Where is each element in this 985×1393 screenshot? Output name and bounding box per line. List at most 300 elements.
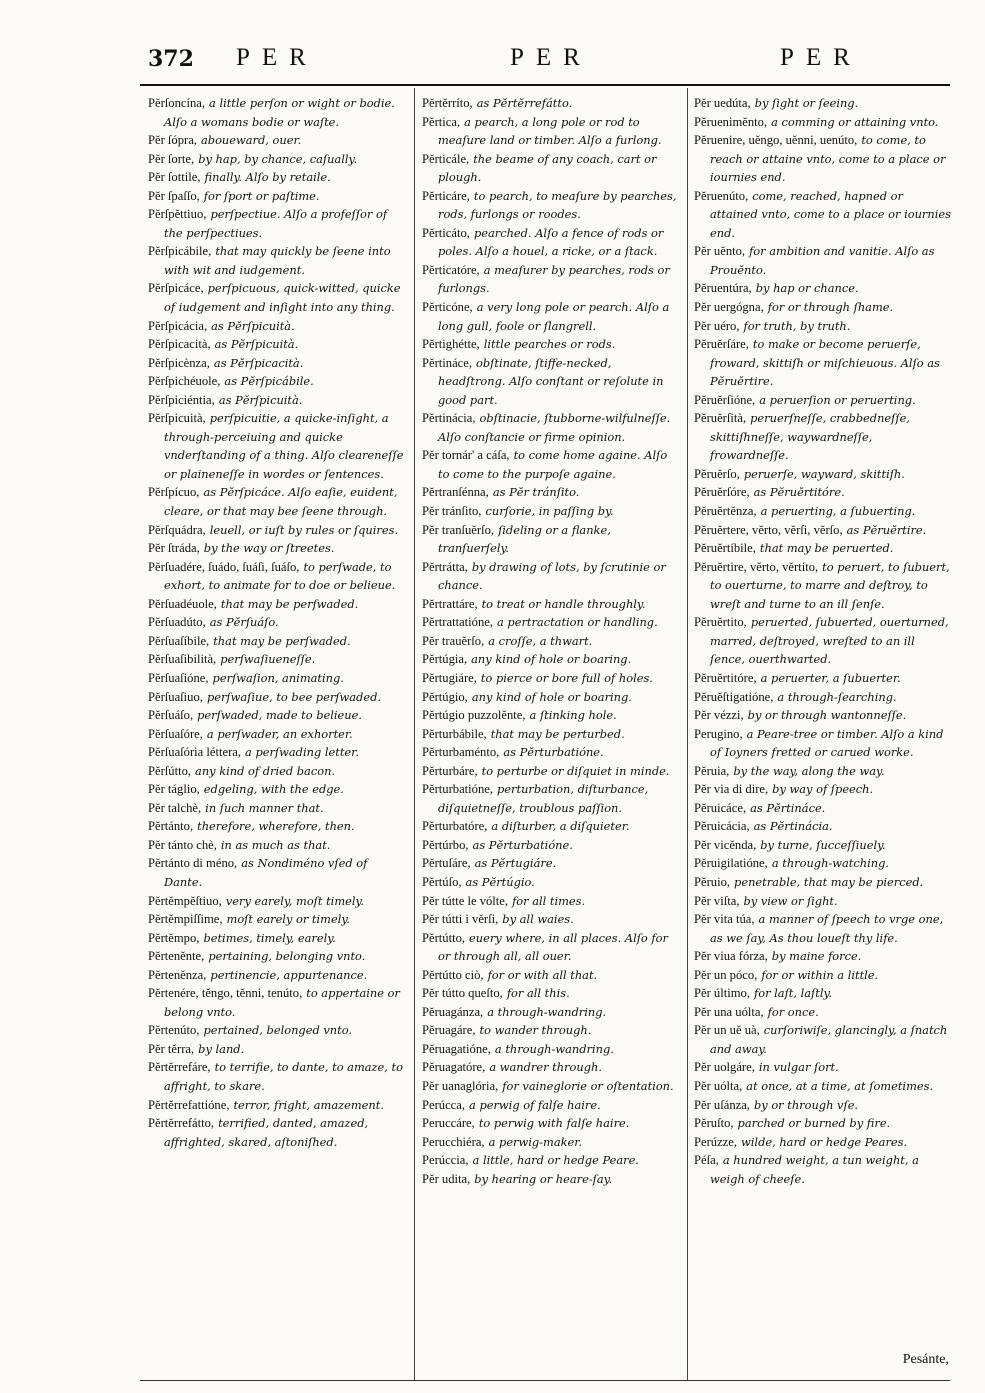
dictionary-entry [694,1021,952,1058]
entry-definition: by way of ſpeech. [772,782,874,797]
entry-headword: Pĕruĕrtere, vĕrto, vĕrſi, vĕrſo, [694,522,843,537]
entry-headword: Pĕrtenúto, [148,1023,200,1038]
entry-headword: Perúzze, [694,1134,738,1149]
entry-definition: by drawing of lots, by ſcrutinie or chance. [438,559,666,593]
page-number: 372 [148,46,194,72]
entry-headword: Pĕr tútti i vĕrſi, [422,912,499,927]
entry-headword: Pĕrſpícuo, [148,485,200,500]
entry-definition: betimes, timely, earely. [203,930,336,945]
entry-headword: Pĕrſquádra, [148,522,206,537]
entry-headword: Pĕruigilatióne, [694,856,768,871]
dictionary-entry [148,632,406,651]
entry-definition: a peruerting, a ſubuerting. [760,504,916,519]
entry-headword: Pĕrtenére, tĕngo, tĕnni, tenúto, [148,986,303,1001]
dictionary-column-3 [694,94,952,1379]
entry-headword: Pĕrticále, [422,151,470,166]
dictionary-entry [422,521,680,558]
entry-definition: for truth, by truth. [743,318,851,333]
entry-definition: by the way or ſtreetes. [203,541,335,556]
entry-headword: Pĕrtighétte, [422,337,480,352]
entry-headword: Pĕruia, [694,763,730,778]
entry-definition: perſwaded, made to belieue. [197,708,362,723]
entry-definition: a through-wandring. [487,1004,607,1019]
dictionary-entry [422,1096,680,1115]
entry-definition: for all times. [512,893,586,908]
dictionary-entry [422,650,680,669]
entry-definition: by land. [198,1041,245,1056]
entry-headword: Perugino, [694,726,743,741]
entry-definition: for or through ſhame. [767,300,894,315]
entry-headword: Pĕrtica, [422,114,461,129]
entry-headword: Pĕruĕrtitóre, [694,670,757,685]
entry-headword: Pĕruicáce, [694,800,747,815]
dictionary-column-2 [422,94,680,1379]
entry-definition: as Pĕrtugiáre. [474,856,557,871]
entry-headword: Pĕrſuaſibilità, [148,652,217,667]
dictionary-entry [148,854,406,891]
dictionary-entry [422,725,680,744]
entry-definition: as Pĕrtúgio. [465,874,535,889]
entry-headword: Pĕrſuaſiuo, [148,689,203,704]
entry-definition: a Peare-tree or timber. Alſo a kind of Ioyners fretted or carued worke. [710,726,944,760]
dictionary-entry [694,1133,952,1152]
entry-definition: terror, fright, amazement. [233,1097,384,1112]
dictionary-entry [148,929,406,948]
entry-headword: Pĕr uéro, [694,318,740,333]
entry-headword: Pĕrſútto, [148,763,192,778]
catchword: Pesánte, [902,1352,949,1367]
entry-headword: Perúcca, [422,1097,466,1112]
entry-headword: Pĕruagánza, [422,1004,484,1019]
entry-headword: Pĕrtúrbo, [422,837,469,852]
entry-headword: Pĕr tánto chè, [148,837,217,852]
entry-definition: as Pĕrſuáſo. [209,615,279,630]
entry-definition: obſtinacie, ſtubborne-wilfulneſſe. Alſo conſtancie or firme opinion. [438,411,671,444]
dictionary-entry [148,669,406,688]
entry-headword: Pĕrtĕrríto, [422,96,473,110]
entry-headword: Pĕrſuaſióne, [148,670,209,685]
entry-headword: Pĕr udita, [422,1171,471,1186]
dictionary-entry [422,669,680,688]
entry-definition: as Pĕrſpicábile. [224,374,314,389]
entry-definition: therefore, wherefore, then. [197,819,355,834]
entry-headword: Pĕrturbáre, [422,763,478,778]
entry-headword: Pĕr tútto queſto, [422,986,503,1001]
dictionary-entry [422,298,680,335]
entry-definition: for laſt, laſtly. [754,986,833,1001]
dictionary-entry [694,1114,952,1133]
entry-headword: Pĕr uĕnto, [694,244,746,259]
column-divider [687,88,688,1380]
dictionary-entry [694,187,952,243]
running-head-left: PER [236,44,318,71]
dictionary-entry [694,1003,952,1022]
dictionary-entry [148,762,406,781]
dictionary-entry [694,113,952,132]
dictionary-entry [422,224,680,261]
dictionary-entry [694,558,952,614]
entry-headword: Pĕruĕrſóre, [694,485,750,500]
dictionary-entry [422,1151,680,1170]
entry-definition: in as much as that. [220,837,331,852]
entry-definition: a hundred weight, a tun weight, a weigh of cheeſe. [710,1153,919,1186]
entry-definition: as Pĕrſpicuità. [211,318,295,333]
entry-definition: pertained, belonged vnto. [203,1023,352,1038]
entry-headword: Pĕrtĕrrefáre, [148,1060,211,1075]
entry-headword: Pĕrtútto, [422,930,466,945]
header-rule [140,84,950,86]
entry-definition: obſtinate, ſtiffe-necked, headſtrong. Alſo conſtant or reſolute in good part. [438,355,664,407]
entry-definition: by hearing or heare-ſay. [474,1171,613,1186]
dictionary-entry [148,799,406,818]
entry-headword: Pĕruentúra, [694,281,752,296]
entry-definition: perſwaſion, animating. [212,670,344,685]
entry-definition: to pierce or bore full of holes. [480,670,653,685]
dictionary-entry [694,1096,952,1115]
dictionary-entry [422,910,680,929]
entry-headword: Pĕruĕrtire, vĕrto, vĕrtito, [694,559,819,574]
dictionary-entry [148,150,406,169]
entry-headword: Pĕrſpicácia, [148,318,208,333]
entry-definition: a perſwading letter. [245,745,359,760]
entry-headword: Pĕr ſorte, [148,151,195,166]
entry-definition: as Pĕrſpicacità. [213,355,304,370]
entry-headword: Pĕr ſópra, [148,133,197,148]
entry-definition: little pearches or rods. [483,337,616,352]
dictionary-entry [148,354,406,373]
dictionary-entry [422,1021,680,1040]
entry-definition: the beame of any coach, cart or plough. [438,151,657,185]
entry-headword: Pĕrſuaſóre, [148,726,203,741]
entry-definition: a wandrer through. [489,1060,602,1075]
dictionary-entry [422,984,680,1003]
entry-definition: perſpicuitie, a quicke-inſight, a through-perceiuing and quicke vnderſtanding of a thing. Alſo cleareneſſe or plaineneſſe in wordes or ſentences. [164,411,404,481]
dictionary-entry [148,1021,406,1040]
entry-headword: Pĕr vita túa, [694,912,755,927]
dictionary-entry [148,409,406,483]
dictionary-entry [694,1058,952,1077]
entry-definition: as Pĕrtináce. [750,800,826,815]
dictionary-entry [148,595,406,614]
entry-headword: Pĕrſpicáce, [148,281,204,296]
entry-headword: Pĕr uſánza, [694,1097,750,1112]
dictionary-entry [148,187,406,206]
dictionary-entry [694,984,952,1003]
dictionary-entry [148,817,406,836]
entry-definition: a perwig-maker. [488,1134,583,1149]
entry-headword: Pĕruagáre, [422,1023,476,1038]
entry-definition: a peruerſion or peruerting. [759,392,916,407]
entry-definition: to appertaine or belong vnto. [164,986,400,1019]
entry-definition: aboueward, ouer. [200,133,302,148]
dictionary-entry [148,558,406,595]
entry-headword: Pĕr tranſuĕrſo, [422,522,495,537]
entry-definition: for vaineglorie or oſtentation. [502,1078,674,1093]
entry-headword: Pĕr vicĕnda, [694,837,757,852]
dictionary-entry [422,836,680,855]
dictionary-entry [148,780,406,799]
entry-definition: by or through wantonneſſe. [747,708,907,723]
entry-definition: a ſtinking hole. [529,708,617,723]
dictionary-entry [694,966,952,985]
entry-headword: Pĕrtĕmpo, [148,930,200,945]
entry-headword: Pĕruio, [694,874,731,889]
entry-headword: Pĕr tútte le vólte, [422,893,509,908]
entry-definition: to peruert, to ſubuert, to ouerturne, to marre and deſtroy, to wreſt and turne to an ill ſenſe. [710,559,950,611]
entry-definition: come, reached, hapned or attained vnto, come to a place or iournies end. [710,188,951,240]
entry-definition: a very long pole or pearch. Alſo a long gull, foole or ſlangrell. [438,300,670,333]
dictionary-entry [694,409,952,465]
dictionary-entry [694,502,952,521]
entry-definition: by hap, by chance, caſually. [198,151,358,166]
entry-definition: by ſight or ſeeing. [754,96,859,110]
dictionary-entry [422,706,680,725]
entry-headword: Pĕrticóne, [422,300,473,315]
entry-headword: Pĕrtúgio, [422,689,468,704]
entry-definition: curſorie, in paſſing by. [485,504,614,519]
entry-definition: as Pĕrſpicuità. [214,337,299,352]
entry-headword: Pĕrtánto di méno, [148,856,238,871]
dictionary-entry [422,688,680,707]
dictionary-entry [148,613,406,632]
entry-headword: Pĕrſuadéuole, [148,596,217,611]
entry-headword: Pĕruĕrſáre, [694,337,749,352]
entry-definition: to wander through. [479,1023,592,1038]
entry-headword: Pĕruagatóre, [422,1060,486,1075]
entry-headword: Pĕrſuadúto, [148,615,206,630]
dictionary-entry [148,242,406,279]
entry-headword: Pĕrſoncína, [148,96,206,110]
entry-headword: Pĕrtĕrrefátto, [148,1116,215,1131]
entry-definition: by view or ſight. [743,893,838,908]
entry-definition: to perſwade, to exhort, to animate for to doe or belieue. [164,559,396,593]
entry-headword: Pĕrturbábile, [422,726,487,741]
dictionary-entry [422,743,680,762]
entry-headword: Pĕrtútto ciò, [422,967,484,982]
entry-definition: as Pĕrturbatióne. [472,837,573,852]
entry-definition: for all this. [506,986,570,1001]
entry-definition: by the way, along the way. [733,763,885,778]
entry-headword: Pĕrſuaſória léttera, [148,745,242,760]
entry-headword: Pĕrturbatóre, [422,819,488,834]
dictionary-entry [422,483,680,502]
entry-headword: Pĕr ſottile, [148,170,201,185]
dictionary-entry [148,947,406,966]
entry-definition: a diſturber, a diſquieter. [491,819,630,834]
entry-headword: Pĕr vézzi, [694,708,744,723]
dictionary-entry [422,1003,680,1022]
dictionary-entry [422,1170,680,1189]
dictionary-entry [694,854,952,873]
dictionary-entry [148,910,406,929]
entry-headword: Pĕr una uólta, [694,1004,764,1019]
entry-headword: Pĕrtĕmpĕſtiuo, [148,893,222,908]
entry-definition: to come home againe. Alſo to come to the purpoſe againe. [438,448,668,481]
dictionary-entry [422,261,680,298]
entry-definition: a pearch, a long pole or rod to meaſure land or timber. Alſo a furlong. [438,114,662,148]
entry-headword: Pĕrtrattatióne, [422,615,493,630]
dictionary-entry [694,910,952,947]
dictionary-entry [694,1151,952,1188]
entry-definition: ſideling or a flanke, tranſuerſely. [438,522,611,556]
dictionary-entry [422,187,680,224]
dictionary-entry [148,335,406,354]
dictionary-entry [148,688,406,707]
dictionary-entry [148,483,406,520]
entry-definition: as Pĕruĕrtire. [846,522,927,537]
dictionary-entry [148,836,406,855]
entry-headword: Pĕrtrátta, [422,559,468,574]
dictionary-entry [422,1040,680,1059]
entry-headword: Pĕrtuſáre, [422,856,471,871]
dictionary-entry [422,854,680,873]
dictionary-entry [694,94,952,113]
entry-headword: Pĕr tornár' a cáſa, [422,448,510,463]
entry-headword: Pĕrſpicacità, [148,337,211,352]
entry-definition: a comming or attaining vnto. [771,114,939,129]
entry-headword: Pĕruenire, uĕngo, uĕnni, uenúto, [694,133,858,148]
entry-headword: Pĕrtugiáre, [422,670,477,685]
dictionary-entry [422,446,680,483]
entry-headword: Pĕrſpichéuole, [148,374,221,389]
entry-headword: Pĕrtinácia, [422,411,476,426]
entry-headword: Pĕr viſta, [694,893,740,908]
dictionary-entry [694,465,952,484]
entry-definition: in ſuch manner that. [205,800,324,815]
dictionary-entry [694,892,952,911]
dictionary-entry [694,799,952,818]
entry-headword: Pĕruĕrſo, [694,466,740,481]
entry-headword: Pĕrſpiciéntia, [148,392,215,407]
dictionary-entry [148,539,406,558]
entry-definition: perturbation, diſturbance, diſquietneſſe, troublous paſſion. [438,782,649,815]
dictionary-entry [148,372,406,391]
entry-definition: any kind of dried bacon. [195,763,336,778]
dictionary-entry [422,817,680,836]
dictionary-entry [694,335,952,391]
entry-definition: as Pĕrtĕrrefátto. [476,96,573,110]
dictionary-entry [422,558,680,595]
dictionary-entry [422,335,680,354]
entry-definition: by maine force. [771,949,862,964]
entry-headword: Pĕr ſpaſſo, [148,188,200,203]
entry-headword: Pĕruĕrtĕnza, [694,504,757,519]
entry-headword: Pĕrtĕrrefattióne, [148,1097,230,1112]
dictionary-entry [422,354,680,410]
dictionary-entry [694,836,952,855]
entry-headword: Pĕr táglio, [148,782,200,797]
entry-headword: Pĕruĕrſióne, [694,392,756,407]
dictionary-entry [422,94,680,113]
dictionary-entry [148,725,406,744]
dictionary-entry [694,688,952,707]
entry-headword: Pĕr uolgáre, [694,1060,755,1075]
entry-headword: Pĕrtenĕnza, [148,967,207,982]
dictionary-entry [694,317,952,336]
dictionary-entry [422,780,680,817]
entry-headword: Pĕrtúgia, [422,652,468,667]
column-divider [414,88,415,1380]
entry-definition: pearched. Alſo a fence of rods or poles. Alſo a houel, a ricke, or a ſtack. [438,225,664,259]
entry-headword: Pĕrticatóre, [422,262,480,277]
entry-headword: Pĕruicácia, [694,819,750,834]
entry-definition: in vulgar ſort. [758,1060,839,1075]
entry-headword: Pĕruĕrſità, [694,411,747,426]
dictionary-entry [148,521,406,540]
dictionary-entry [694,706,952,725]
entry-headword: Pĕr uedúta, [694,96,751,110]
entry-headword: Pĕruagatióne, [422,1041,491,1056]
entry-definition: that may be perſwaded. [213,633,351,648]
entry-definition: for ambition and vanitie. Alſo as Prouĕnto. [710,244,935,277]
dictionary-entry [148,892,406,911]
dictionary-entry [694,521,952,540]
dictionary-entry [422,150,680,187]
entry-definition: a perwig of falſe haire. [469,1097,601,1112]
entry-definition: peruerſneſſe, crabbedneſſe, skittiſhneſſe, waywardneſſe, frowardneſſe. [710,411,910,463]
entry-headword: Péſa, [694,1153,719,1168]
entry-headword: Pĕrſuáſo, [148,708,194,723]
entry-definition: a little, hard or hedge Peare. [472,1153,639,1168]
entry-headword: Pĕrſpĕttiuo, [148,207,207,222]
running-head-center: PER [510,44,592,71]
dictionary-entry [422,892,680,911]
entry-headword: Pĕr tránſito, [422,504,482,519]
entry-definition: by all waies. [502,912,574,927]
entry-headword: Pĕrtranſénna, [422,485,489,500]
entry-headword: Pĕruĕrtito, [694,615,747,630]
dictionary-entry [148,279,406,316]
dictionary-entry [148,706,406,725]
entry-headword: Pĕrtánto, [148,819,194,834]
entry-definition: for ſport or paſtime. [203,188,320,203]
entry-headword: Pĕr viua fórza, [694,949,768,964]
entry-headword: Pĕrtenĕnte, [148,949,205,964]
dictionary-entry [422,409,680,446]
entry-definition: any kind of hole or boaring. [471,652,632,667]
dictionary-entry [422,929,680,966]
dictionary-entry [694,613,952,669]
dictionary-entry [422,762,680,781]
dictionary-entry [422,502,680,521]
dictionary-entry [422,1114,680,1133]
dictionary-entry [694,947,952,966]
dictionary-entry [694,279,952,298]
entry-headword: Pĕrſuaſíbile, [148,633,210,648]
dictionary-entry [148,94,406,131]
dictionary-entry [694,780,952,799]
dictionary-entry [422,113,680,150]
dictionary-entry [148,650,406,669]
running-head-right: PER [780,44,862,71]
entry-definition: to pearch, to meaſure by pearches, rods, furlongs or roodes. [438,188,677,222]
entry-headword: Pĕr trauĕrſo, [422,633,485,648]
dictionary-entry [694,391,952,410]
entry-headword: Pĕruĕſtigatióne, [694,689,774,704]
dictionary-entry [148,317,406,336]
entry-headword: Pĕr uergógna, [694,300,764,315]
entry-headword: Pĕrſpicábile, [148,244,212,259]
entry-headword: Pĕr via di dire, [694,782,769,797]
entry-definition: by or through vſe. [753,1097,859,1112]
entry-headword: Pĕr un uĕ uà, [694,1023,760,1038]
dictionary-entry [148,1040,406,1059]
running-header [140,38,950,78]
dictionary-entry [694,817,952,836]
entry-headword: Pĕr uanaglória, [422,1078,499,1093]
entry-definition: curſoriwiſe, glancingly, a ſnatch and away. [710,1023,948,1056]
entry-headword: Pĕr ſtráda, [148,541,200,556]
